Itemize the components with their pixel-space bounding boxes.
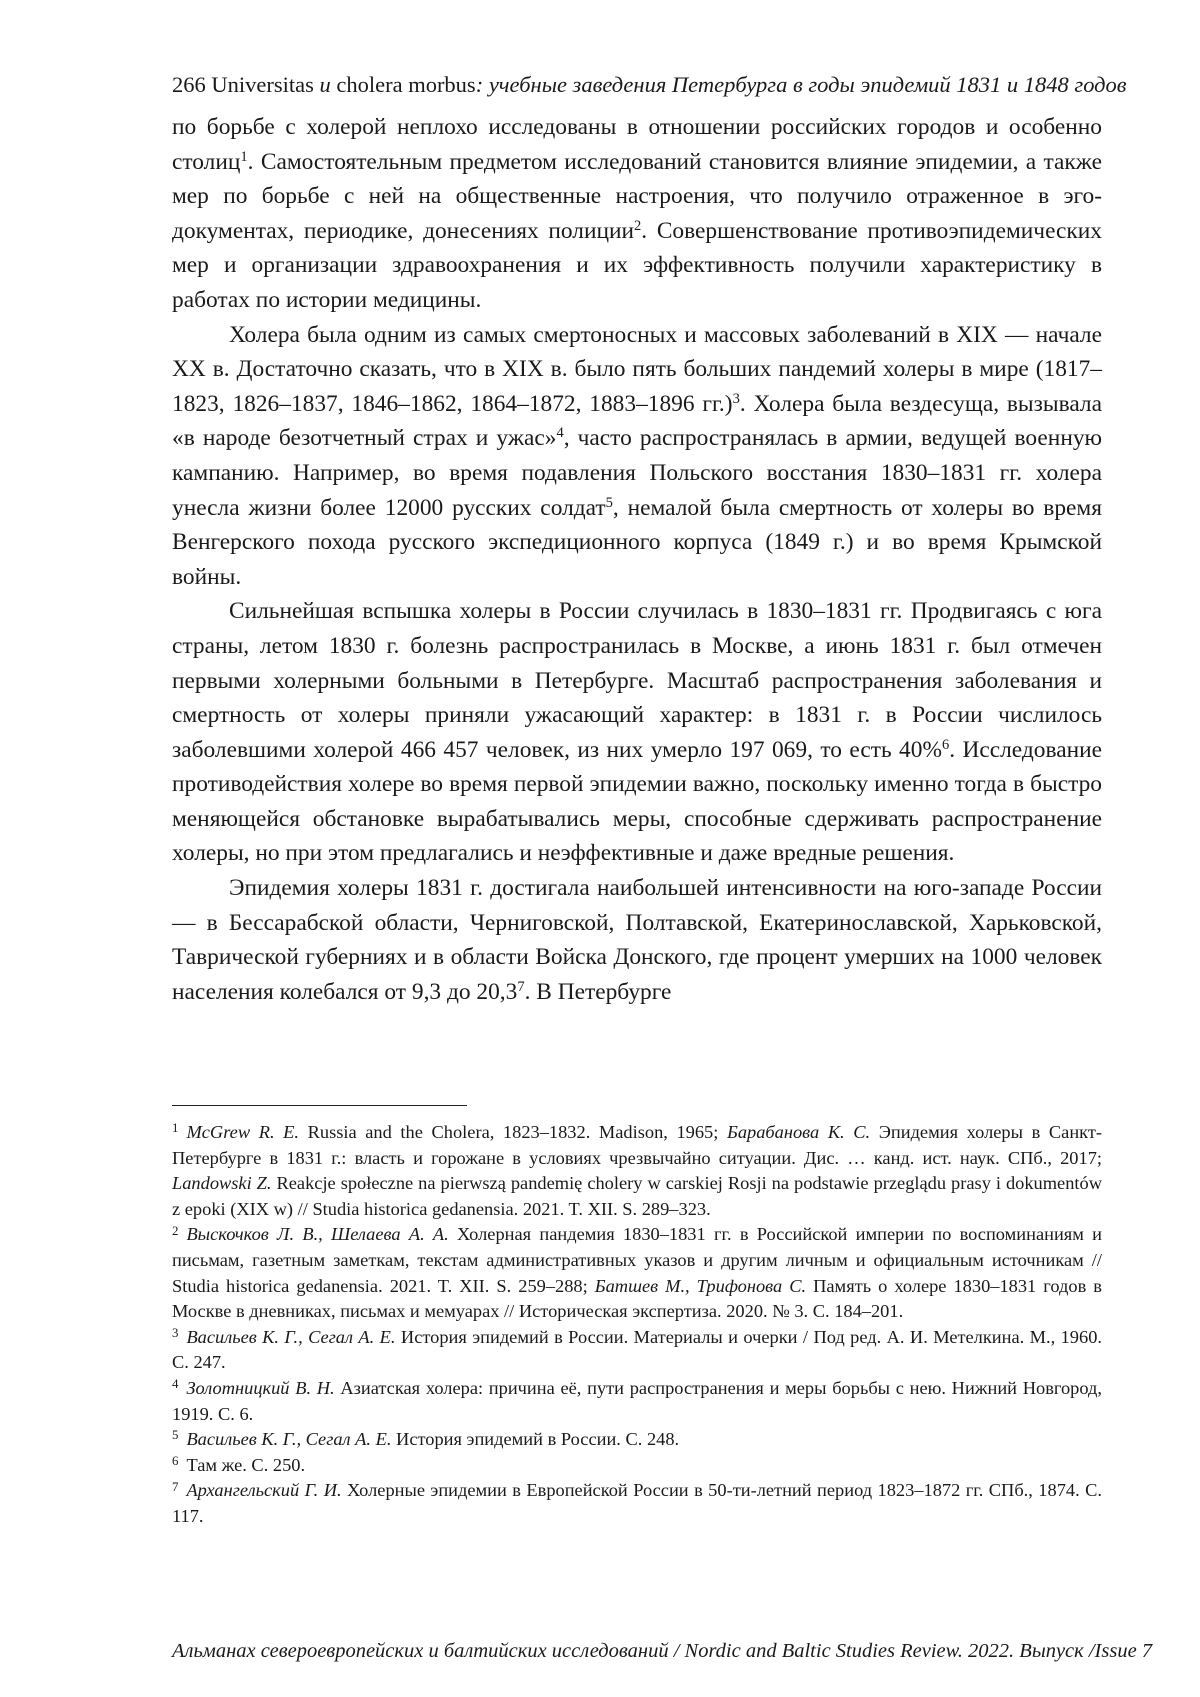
footnote-ref[interactable]: 7 [517,979,524,995]
footnotes [172,1120,1102,1530]
footnote-7: 7 Архангельский Г. И. Холерные эпидемии в Европейской России в 50-ти-летний период 1823–1872 гг. СПб., 1874. С. 117. [172,1478,1102,1529]
running-footer: Альманах североевропейских и балтийских исследований / Nordic and Baltic Studies Review. 2022. Выпуск /Issue 7 [172,1637,1102,1665]
footnote-ref[interactable]: 6 [942,737,949,753]
footnote-ref[interactable]: 1 [240,149,247,165]
footnote-5: 5 Васильев К. Г., Сегал А. Е. История эпидемий в России. С. 248. [172,1427,1102,1453]
footnote-6: 6 Там же. С. 250. [172,1453,1102,1479]
paragraph-4: Эпидемия холеры 1831 г. достигала наибольшей интенсивности на юго-западе России — в Бессарабской области, Черниговской, Полтавской, Екатеринославской, Харьковской, Таврической губерниях и в области Войска Донского, где процент умерших на 1000 человек населения колебался от 9,3 до 20,37. В Петербурге [172,871,1102,1009]
paragraph-1: по борьбе с холерой неплохо исследованы в отношении российских городов и особенно столиц1. Самостоятельным предметом исследований становится влияние эпидемии, а также мер по борьбе с ней на общественные настроения, что получило отраженное в эго-документах, периодике, донесениях полиции2. Совершенствование противоэпидемических мер и организации здравоохранения и их эффективность получили характеристику в работах по истории медицины. [172,110,1102,318]
header-title-italic-conj: и [319,72,330,97]
journal-page [0,0,1200,1697]
footnote-4: 4 Золотницкий В. Н. Азиатская холера: причина её, пути распространения и меры борьбы с нею. Нижний Новгород, 1919. С. 6. [172,1376,1102,1427]
header-title-part: cholera morbus [331,72,476,97]
footnote-ref[interactable]: 2 [634,218,641,234]
footnote-ref[interactable]: 5 [606,495,613,511]
paragraph-3: Сильнейшая вспышка холеры в России случилась в 1830–1831 гг. Продвигаясь с юга страны, летом 1830 г. болезнь распространилась в Москве, а июнь 1831 г. был отмечен первыми холерными больными в Петербурге. Масштаб распространения заболевания и смертность от холеры приняли ужасающий характер: в 1831 г. в России числилось заболевшими холерой 466 457 человек, из них умерло 197 069, то есть 40%6. Исследование противодействия холере во время первой эпидемии важно, поскольку именно тогда в быстро меняющейся обстановке вырабатывались меры, способные сдерживать распространение холеры, но при этом предлагались и неэффективные и даже вредные решения. [172,594,1102,871]
running-header [172,70,1102,100]
footnote-ref[interactable]: 3 [733,391,740,407]
header-title-part: Universitas [211,72,319,97]
header-subtitle: : учебные заведения Петербурга в годы эпидемий 1831 и 1848 годов [476,72,1127,97]
footnote-2: 2 Выскочков Л. В., Шелаева А. А. Холерная пандемия 1830–1831 гг. в Российской империи по воспоминаниям и письмам, газетным заметкам, текстам административных указов и другим личным и официальным источникам // Studia historica gedanensia. 2021. T. XII. S. 259–288; Батшев М., Трифонова С. Память о холере 1830–1831 годов в Москве в дневниках, письмах и мемуарах // Историческая экспертиза. 2020. № 3. С. 184–201. [172,1222,1102,1324]
footnote-1: 1 McGrew R. E. Russia and the Cholera, 1823–1832. Madison, 1965; Барабанова К. С. Эпидемия холеры в Санкт-Петербурге в 1831 г.: власть и горожане в условиях чрезвычайно ситуации. Дис. … канд. ист. наук. СПб., 2017; Landowski Z. Reakcje społeczne na pierwszą pandemię cholery w carskiej Rosji na podstawie przeglądu prasy i dokumentów z epoki (XIX w) // Studia historica gedanensia. 2021. T. XII. S. 289–323. [172,1120,1102,1222]
paragraph-2: Холера была одним из самых смертоносных и массовых заболеваний в XIX — начале XX в. Достаточно сказать, что в XIX в. было пять больших пандемий холеры в мире (1817–1823, 1826–1837, 1846–1862, 1864–1872, 1883–1896 гг.)3. Холера была вездесуща, вызывала «в народе безотчетный страх и ужас»4, часто распространялась в армии, ведущей военную кампанию. Например, во время подавления Польского восстания 1830–1831 гг. холера унесла жизни более 12000 русских солдат5, немалой была смертность от холеры во время Венгерского похода русского экспедиционного корпуса (1849 г.) и во время Крымской войны. [172,318,1102,595]
footnote-ref[interactable]: 4 [556,425,563,441]
footnote-3: 3 Васильев К. Г., Сегал А. Е. История эпидемий в России. Материалы и очерки / Под ред. А. И. Метелкина. М., 1960. С. 247. [172,1325,1102,1376]
page-number: 266 [172,72,206,97]
footnote-divider [172,1105,467,1106]
main-text [172,110,1102,1009]
